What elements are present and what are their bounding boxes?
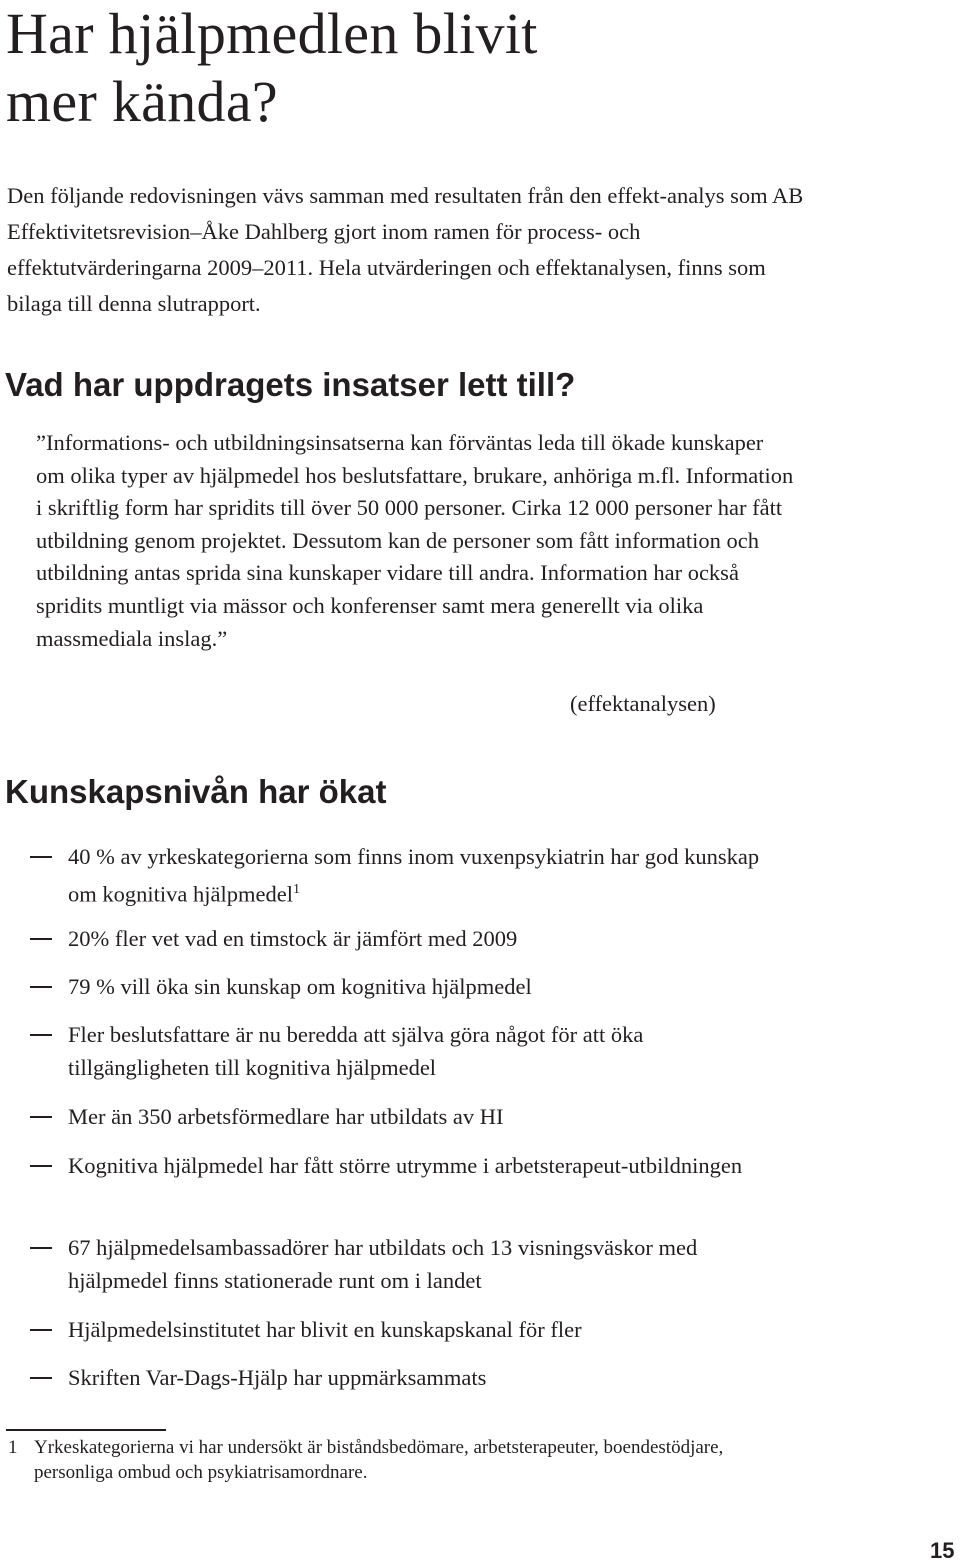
bullet-text: Skriften Var-Dags-Hjälp har uppmärksammats	[68, 1365, 487, 1390]
bullet-item	[68, 1231, 788, 1297]
bullet-text: 67 hjälpmedelsambassadörer har utbildats och 13 visningsväskor med hjälpmedel finns stationerade runt om i landet	[68, 1235, 698, 1293]
dash-marker	[30, 1377, 52, 1379]
page-title	[6, 0, 538, 136]
bullet-item	[68, 840, 788, 911]
section-heading-kunskapsniva: Kunskapsnivån har ökat	[5, 773, 387, 810]
bullet-item	[68, 1361, 788, 1394]
bullet-item	[68, 922, 788, 955]
bullet-text: Mer än 350 arbetsförmedlare har utbildats av HI	[68, 1104, 504, 1129]
bullet-text: Hjälpmedelsinstitutet har blivit en kunskapskanal för fler	[68, 1317, 582, 1342]
footnote-marker: 1	[8, 1437, 18, 1458]
page-title-line-1: Har hjälpmedlen blivit	[6, 1, 538, 66]
bullet-item	[68, 1313, 788, 1346]
bullet-text: Fler beslutsfattare är nu beredda att själva göra något för att öka tillgängligheten till kognitiva hjälpmedel	[68, 1022, 644, 1080]
bullet-text: 79 % vill öka sin kunskap om kognitiva hjälpmedel	[68, 974, 532, 999]
footnote-reference: 1	[292, 882, 300, 897]
bullet-text: 20% fler vet vad en timstock är jämfört med 2009	[68, 926, 518, 951]
dash-marker	[30, 938, 52, 940]
dash-marker	[30, 1329, 52, 1331]
quote-source: (effektanalysen)	[570, 691, 716, 716]
bullet-item	[68, 1100, 788, 1133]
bullet-item	[68, 1149, 788, 1182]
footnote-divider	[6, 1429, 166, 1431]
dash-marker	[30, 1034, 52, 1036]
dash-marker	[30, 1165, 52, 1167]
dash-marker	[30, 1247, 52, 1249]
footnote-text: Yrkeskategorierna vi har undersökt är biståndsbedömare, arbetsterapeuter, boendestödjare, personliga ombud och psykiatrisamordnare.	[34, 1437, 724, 1483]
bullet-item	[68, 970, 788, 1003]
quote-block: ”Informations- och utbildningsinsatserna kan förväntas leda till ökade kunskaper om olika typer av hjälpmedel hos beslutsfattare, brukare, anhöriga m.fl. Information i skriftlig form har spridits till över 50 000 personer. Cirka 12 000 personer har fått utbildning genom projektet. Dessutom kan de personer som fått information och utbildning antas sprida sina kunskaper vidare till andra. Information har också spridits muntligt via mässor och konferenser samt mera generellt via olika massmediala inslag.”	[36, 430, 794, 651]
section-heading-insatser: Vad har uppdragets insatser lett till?	[5, 366, 576, 403]
dash-marker	[30, 856, 52, 858]
intro-paragraph: Den följande redovisningen vävs samman med resultaten från den effekt-analys som AB Effektivitetsrevision–Åke Dahlberg gjort inom ramen för process- och effektutvärderingarna 2009–2011. Hela utvärderingen och effektanalysen, finns som bilaga till denna slutrapport.	[7, 183, 804, 316]
bullet-item	[68, 1018, 788, 1084]
bullet-text: Kognitiva hjälpmedel har fått större utrymme i arbetsterapeut-utbildningen	[68, 1153, 743, 1178]
dash-marker	[30, 986, 52, 988]
page-number: 15	[930, 1538, 955, 1563]
page-title-line-2: mer kända?	[6, 69, 278, 134]
bullet-text: 40 % av yrkeskategorierna som finns inom vuxenpsykiatrin har god kunskap om kognitiva hjälpmedel	[68, 844, 760, 907]
dash-marker	[30, 1116, 52, 1118]
